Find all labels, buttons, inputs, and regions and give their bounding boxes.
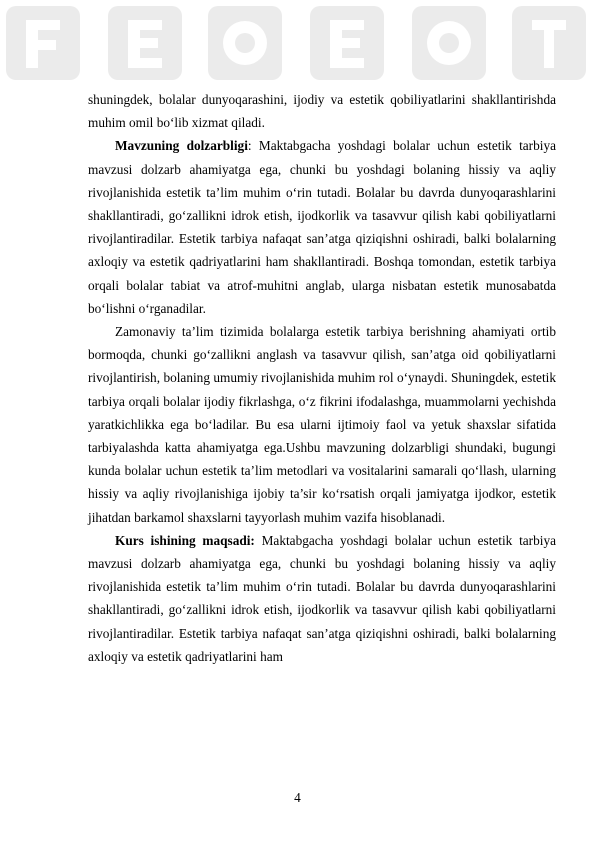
document-body bbox=[88, 88, 556, 668]
relevance-text: : Maktabgacha yoshdagi bolalar uchun estetik tarbiya mavzusi dolzarb ahamiyatga ega, chunki bu yoshdagi bolaning hissiy va aqliy rivojlanishida estetik ta’lim muhim o‘rin tutadi. Bolalar bu davrda dunyoqarashlarini shakllantiradi, go‘zallikni idrok etish, ijodkorlik va tasavvur qilish kabi qobiliyatlarni rivojlantiradilar. Estetik tarbiya nafaqat san’atga qiziqishni oshiradi, balki bolalarning axloqiy va estetik qadriyatlarini ham shakllantiradi. Boshqa tomondan, estetik tarbiya orqali bolalar tabiat va atrof-muhitni anglab, ularga nisbatan estetik munosabatda bo‘lishni o‘rganadilar. bbox=[88, 138, 557, 316]
course-goal-text: Maktabgacha yoshdagi bolalar uchun estetik tarbiya mavzusi dolzarb ahamiyatga ega, chunki bu yoshdagi bolaning hissiy va aqliy rivojlanishida estetik ta’lim muhim o‘rin tutadi. Bolalar bu davrda dunyoqarashlarini shakllantiradi, go‘zallikni idrok etish, ijodkorlik va tasavvur qilish kabi qobiliyatlarni rivojlantiradilar. Estetik tarbiya nafaqat san’atga qiziqishni oshiradi, balki bolalarning axloqiy va estetik qadriyatlarini ham bbox=[88, 532, 556, 664]
heading-relevance: Mavzuning dolzarbligi bbox=[115, 138, 248, 154]
page-number: 4 bbox=[294, 790, 301, 805]
paragraph-modern-education: Zamonaviy ta’lim tizimida bolalarga estetik tarbiya berishning ahamiyati ortib bormoqda, chunki go‘zallikni anglash va tasavvur qilish, san’atga oid qobiliyatlarni rivojlantirish, bolaning umumiy rivojlanishida muhim rol o‘ynaydi. Shuningdek, estetik tarbiya orqali bolalar ijodiy fikrlashga, o‘z fikrini ifodalashga, muammolarni yechishda yaratkichlikka ega bo‘ladilar. Bu esa ularni ijtimoiy faol va yetuk shaxslar sifatida tarbiyalashda katta ahamiyatga ega.Ushbu mavzuning dolzarbligi shundaki, bugungi kunda bolalar uchun estetik ta’lim metodlari va vositalarini samarali qo‘llash, ularning hissiy va aqliy rivojlanishiga ijobiy ta’sir ko‘rsatish orqali jamiyatga ijodkor, estetik jihatdan barkamol shaxslarni tayyorlash muhim vazifa hisoblanadi. bbox=[88, 324, 556, 525]
paragraph-relevance bbox=[88, 134, 556, 320]
paragraph-intro-continuation: shuningdek, bolalar dunyoqarashini, ijodiy va estetik qobiliyatlarini shakllantirishda muhim omil bo‘lib xizmat qiladi. bbox=[88, 92, 556, 131]
heading-course-goal: Kurs ishining maqsadi: bbox=[115, 532, 255, 548]
paragraph-course-goal bbox=[88, 529, 556, 668]
watermark-logo bbox=[0, 0, 595, 90]
